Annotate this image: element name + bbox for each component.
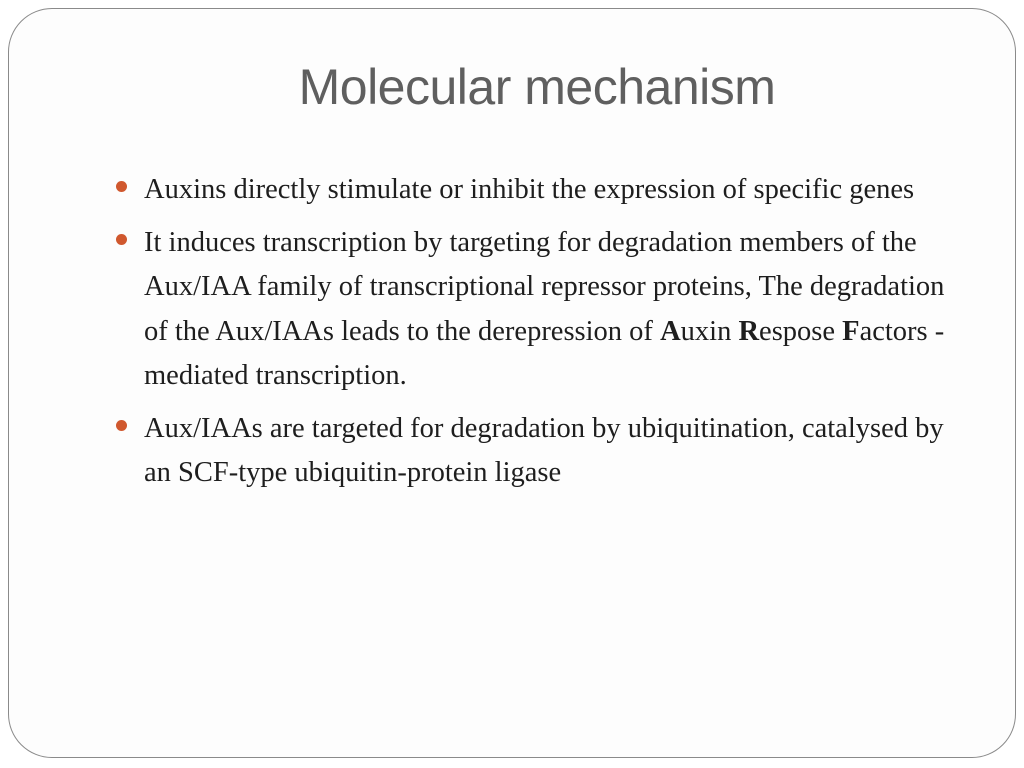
bullet-text: actors -mediated transcription. — [144, 315, 945, 391]
bold-letter-f: F — [842, 315, 860, 347]
bullet-text: espose — [759, 315, 843, 347]
bullet-item — [112, 407, 962, 496]
bullet-text: Aux/IAAs are targeted for degradation by ubiquitination, catalysed by an SCF-type ubiquitin-protein ligase — [144, 412, 944, 488]
slide-title: Molecular mechanism — [298, 59, 776, 115]
bullet-text: It induces transcription by targeting for degradation members of the Aux/IAA family of transcriptional repressor proteins, The degradation of the Aux/IAAs leads to the derepression of — [144, 226, 945, 347]
bullet-item — [112, 168, 962, 213]
bullet-list — [112, 168, 962, 504]
bullet-dot-icon — [116, 420, 127, 431]
bullet-text: Auxins directly stimulate or inhibit the expression of specific genes — [144, 174, 915, 205]
bullet-item — [112, 221, 962, 399]
bullet-dot-icon — [116, 181, 127, 192]
bullet-dot-icon — [116, 234, 127, 245]
bullet-text: uxin — [680, 315, 739, 347]
bold-letter-r: R — [738, 315, 760, 347]
bold-letter-a: A — [660, 315, 681, 347]
